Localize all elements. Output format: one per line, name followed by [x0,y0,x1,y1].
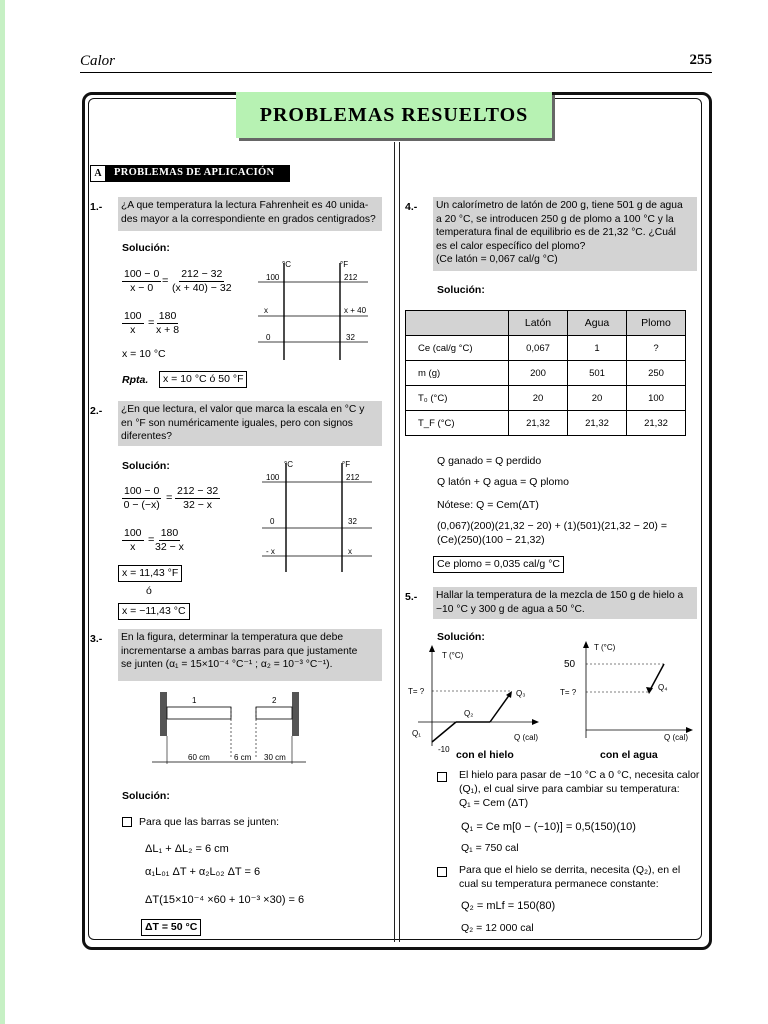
step-text: cual su temperatura permanece constante: [459,878,659,890]
answer-box: x = −11,43 °C [118,603,190,620]
fraction [122,527,144,554]
dimension-label: 60 cm [188,753,210,762]
equation: Q₂ = mLf = 150(80) [461,900,556,912]
or-text: ó [146,585,152,597]
checkbox-bullet [437,772,447,782]
statement-line: des mayor a la correspondiente en grados centigrados? [121,213,376,225]
answer-box: x = 11,43 °F [118,565,182,582]
table-cell: 1 [568,336,627,361]
celsius-label: °C [284,460,293,469]
statement-line: en °F son numéricamente iguales, pero con signos [121,417,353,429]
numerator: 212 − 32 [177,485,219,497]
chapter-title: Calor [80,53,116,69]
statement-line: −10 °C y 300 g de agua a 50 °C. [436,603,585,615]
problem-statement [433,587,697,619]
table-cell: 21,32 [627,411,686,436]
denominator: x [130,541,136,553]
equilibrium-label: T= ? [560,688,577,697]
column-divider [394,142,395,942]
equation: Q latón + Q agua = Q plomo [437,476,569,488]
statement-line: En la figura, determinar la temperatura que debe [121,632,344,643]
step-text: (Q₁), el cual sirve para cambiar su temperatura: [459,783,680,795]
equation: Q ganado = Q perdido [437,455,542,467]
step-text: Para que el hielo se derrita, necesita (Q₂), en el [459,864,681,876]
equation: α₁L₀₁ ΔT + α₂L₀₂ ΔT = 6 [145,866,261,878]
equals-sign: = [166,492,173,504]
scale-value: 0 [270,517,275,526]
scale-value: 32 [346,333,355,342]
statement-line: a 20 °C, se introducen 250 g de plomo a 100 °C y la [436,213,674,225]
problem-number: 4.- [405,201,418,213]
answer-box: Ce plomo = 0,035 cal/g °C [433,556,564,573]
table-cell: T_F (°C) [406,411,509,436]
graph-caption: con el hielo [456,749,514,761]
table-header [406,311,509,336]
fraction [122,485,161,512]
header-rule [80,72,712,73]
solution-label: Solución: [437,284,485,296]
checkbox-bullet [437,867,447,877]
equals-sign: = [148,534,155,546]
table-cell: 21,32 [568,411,627,436]
statement-line: temperatura final de equilibrio es de 21,32 °C. ¿Cuál [436,227,676,238]
heat-label: Q₄ [658,683,668,692]
problem-statement [118,629,382,681]
problem-number: 2.- [90,405,103,417]
ice-heating-graph [408,644,548,758]
tick-label: -10 [438,745,450,754]
table-row [406,336,686,361]
thermometer-scales-diagram [262,458,382,576]
equation: Nótese: Q = Cem(ΔT) [437,499,539,511]
fraction [172,268,232,295]
statement-line: es el calor específico del plomo? [436,240,586,252]
denominator: (x + 40) − 32 [172,282,232,294]
equals-sign: = [162,275,169,287]
fraction [155,527,184,554]
checkbox-bullet [122,817,132,827]
table-header: Agua [568,311,627,336]
fraction [122,268,161,295]
fraction [175,485,220,512]
numerator: 100 [124,310,142,322]
numerator: 100 − 0 [124,485,160,497]
table-cell: T₀ (°C) [406,386,509,411]
scale-value: x + 40 [344,306,367,315]
result: x = 10 °C [122,348,166,360]
equation: Q₂ = 12 000 cal [461,922,534,934]
statement-line: ¿En que lectura, el valor que marca la escala en °C y [121,404,365,415]
answer-label: Rpta. [122,374,149,386]
fraction [122,310,144,337]
bar-label: 1 [192,696,197,705]
table-cell: Ce (cal/g °C) [406,336,509,361]
answer-box: ΔT = 50 °C [141,919,201,936]
denominator: x − 0 [130,282,154,294]
step-item [122,816,279,830]
step-text: Para que las barras se junten: [139,816,280,828]
table-header: Latón [509,311,568,336]
equals-sign: = [148,317,155,329]
table-row [406,386,686,411]
scale-value: 212 [346,473,360,482]
denominator: 0 − (−x) [123,499,160,511]
column-divider [399,142,400,942]
problem-number: 3.- [90,633,103,645]
heat-label: Q₁ [412,729,421,738]
denominator: 32 − x [155,541,184,553]
numerator: 180 [160,527,179,539]
heat-label: Q₃ [516,689,526,698]
table-cell: 20 [568,386,627,411]
scale-value: x [264,306,268,315]
scale-value: 212 [344,273,358,282]
section-title: PROBLEMAS DE APLICACIÓN [114,167,275,178]
tick-label: 50 [564,659,576,670]
scale-value: 100 [266,273,280,282]
table-cell: 250 [627,361,686,386]
table-row [406,361,686,386]
statement-line: se junten (α₁ = 15×10⁻⁴ °C⁻¹ ; α₂ = 10⁻³ °C⁻¹). [121,659,333,670]
heat-label: Q₂ [464,709,474,718]
table-header: Plomo [627,311,686,336]
left-margin-strip [0,0,5,1024]
numerator: 100 [124,527,142,539]
numerator: 180 [158,310,177,322]
denominator: 32 − x [183,499,213,511]
problem-number: 5.- [405,591,418,603]
axis-label: Q (cal) [664,733,688,742]
equilibrium-label: T= ? [408,687,425,696]
page-title: PROBLEMAS RESUELTOS [236,92,552,138]
statement-line: diferentes? [121,431,172,442]
problem-number: 1.- [90,201,103,213]
scale-value: 100 [266,473,280,482]
fahrenheit-label: °F [342,460,351,469]
table-cell: m (g) [406,361,509,386]
page-number: 255 [689,52,712,68]
problem-statement [118,197,382,231]
table-cell: 200 [509,361,568,386]
answer-box: x = 10 °C ó 50 °F [159,371,247,388]
scale-value: 32 [348,517,357,526]
equation: (Ce)(250)(100 − 21,32) [437,534,545,546]
denominator: x [130,324,136,336]
scale-value: x [348,547,352,556]
problem-statement [118,401,382,446]
fraction [156,310,179,337]
scale-value: - x [266,547,275,556]
equation: ΔT(15×10⁻⁴ ×60 + 10⁻³ ×30) = 6 [145,894,305,906]
axis-label: T (°C) [594,643,616,652]
equation: (0,067)(200)(21,32 − 20) + (1)(501)(21,32 − 20) = [437,520,667,532]
table-cell: ? [627,336,686,361]
numerator: 212 − 32 [181,268,223,280]
celsius-label: °C [282,260,291,269]
data-table [405,310,686,436]
statement-line: Un calorímetro de latón de 200 g, tiene 501 g de agua [436,200,683,211]
equation: Q₁ = 750 cal [461,842,519,854]
solution-label: Solución: [122,790,170,802]
scale-value: 0 [266,333,271,342]
solution-label: Solución: [437,631,485,643]
table-cell: 501 [568,361,627,386]
statement-line: ¿A que temperatura la lectura Fahrenheit es 40 unida- [121,200,369,211]
thermometer-scales-diagram [258,258,378,368]
section-letter: A [90,165,106,182]
step-text: El hielo para pasar de −10 °C a 0 °C, necesita calor [459,769,700,781]
water-cooling-graph [560,640,700,750]
solution-label: Solución: [122,242,170,254]
dimension-label: 6 cm [234,753,252,762]
fahrenheit-label: °F [340,260,349,269]
statement-line: Hallar la temperatura de la mezcla de 150 g de hielo a [436,590,684,601]
graph-caption: con el agua [600,749,658,761]
table-cell: 20 [509,386,568,411]
statement-line: (Ce latón = 0,067 cal/g °C) [436,254,558,265]
bar-label: 2 [272,696,277,705]
solution-label: Solución: [122,460,170,472]
equation: Q₁ = Ce m[0 − (−10)] = 0,5(150)(10) [461,821,636,833]
axis-label: Q (cal) [514,733,538,742]
problem-statement [433,197,697,271]
table-cell: 21,32 [509,411,568,436]
section-bar [90,165,290,182]
expanding-bars-diagram [150,690,310,770]
table-cell: 100 [627,386,686,411]
equation: ΔL₁ + ΔL₂ = 6 cm [145,843,229,855]
table-row [406,411,686,436]
statement-line: incrementarse a ambas barras para que justamente [121,645,358,657]
step-text: Q₁ = Cem (ΔT) [459,797,529,809]
dimension-label: 30 cm [264,753,286,762]
denominator: x + 8 [156,324,180,336]
numerator: 100 − 0 [124,268,160,280]
table-header-row [406,311,686,336]
axis-label: T (°C) [442,651,464,660]
table-cell: 0,067 [509,336,568,361]
